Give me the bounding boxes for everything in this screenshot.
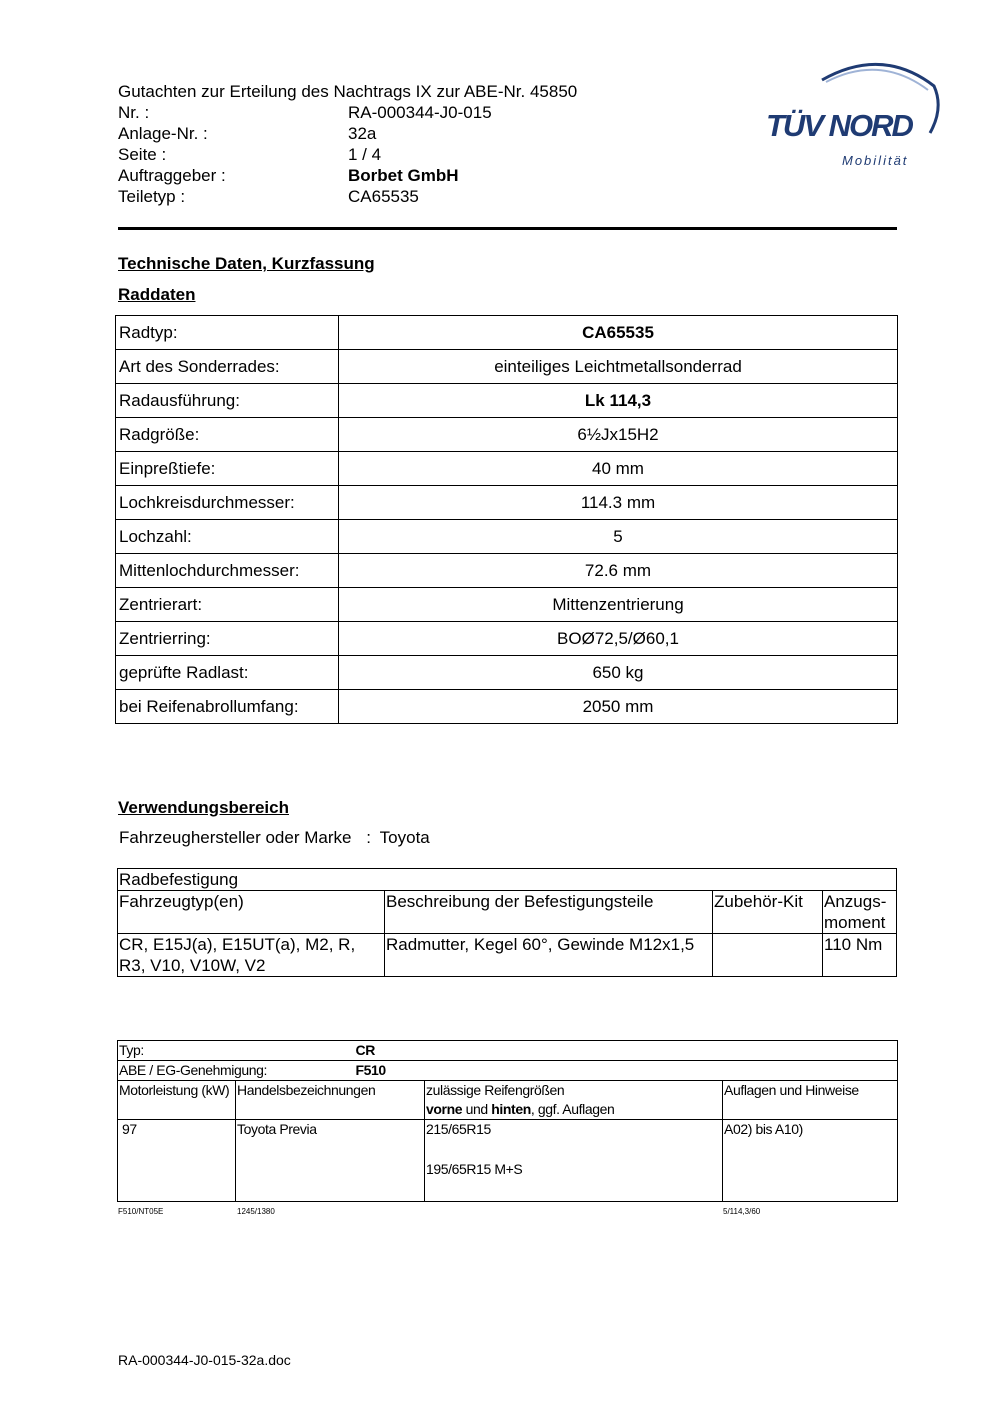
logo-sub: Mobilität [842, 153, 909, 168]
reifen-hinten: hinten [491, 1101, 531, 1117]
section-raddaten: Raddaten [118, 285, 196, 304]
label-cell: geprüfte Radlast: [116, 656, 339, 690]
cell-handel: Toyota Previa [236, 1120, 425, 1202]
reifen-1: 215/65R15 [426, 1121, 491, 1137]
header-label-seite: Seite : [118, 145, 167, 164]
header-divider [118, 227, 897, 230]
raddaten-table [115, 315, 898, 724]
table-title-row [118, 869, 897, 891]
value-cell: 2050 mm [339, 690, 898, 724]
label-cell: Radgröße: [116, 418, 339, 452]
hersteller-line [119, 828, 430, 848]
document-title: Gutachten zur Erteilung des Nachtrags IX zur ABE-Nr. 45850 [118, 82, 578, 101]
header-value-seite: 1 / 4 [348, 145, 382, 164]
label-cell: Radausführung: [116, 384, 339, 418]
label-cell: Mittenlochdurchmesser: [116, 554, 339, 588]
label-cell: Radtyp: [116, 316, 339, 350]
cell-zubehoer [713, 934, 823, 977]
header-label-anlage: Anlage-Nr. : [118, 124, 208, 143]
table-row [116, 486, 898, 520]
hersteller-value: Toyota [379, 828, 430, 847]
cell-beschreibung: Radmutter, Kegel 60°, Gewinde M12x1,5 [385, 934, 713, 977]
table-row [116, 520, 898, 554]
col-header-zubehoer: Zubehör-Kit [713, 891, 823, 934]
label-cell: Einpreßtiefe: [116, 452, 339, 486]
value-cell: 72.6 mm [339, 554, 898, 588]
table-row [116, 656, 898, 690]
section-technische-daten: Technische Daten, Kurzfassung [118, 254, 375, 273]
value-cell: 5 [339, 520, 898, 554]
code-1: F510/NT05E [118, 1207, 164, 1216]
radbefestigung-title: Radbefestigung [118, 869, 897, 891]
typ-row [118, 1041, 898, 1061]
radbefestigung-table [117, 868, 897, 977]
code-3: 5/114,3/60 [723, 1207, 761, 1216]
hersteller-label: Fahrzeughersteller oder Marke [119, 828, 352, 847]
abe-value: F510 [355, 1062, 386, 1078]
label-cell: bei Reifenabrollumfang: [116, 690, 339, 724]
typ-value: CR [355, 1042, 375, 1058]
table-header-row [118, 891, 897, 934]
value-cell: 114.3 mm [339, 486, 898, 520]
cell-anzugsmoment: 110 Nm [823, 934, 897, 977]
cell-auflagen: A02) bis A10) [723, 1120, 898, 1202]
table-row [116, 384, 898, 418]
col-header-auflagen: Auflagen und Hinweise [723, 1081, 898, 1120]
label-cell: Lochkreisdurchmesser: [116, 486, 339, 520]
header-label-nr: Nr. : [118, 103, 150, 122]
header-value-nr: RA-000344-J0-015 [348, 103, 492, 122]
col-header-reifen [425, 1081, 723, 1120]
header-label-teiletyp: Teiletyp : [118, 187, 186, 206]
abe-row [118, 1061, 898, 1081]
section-verwendungsbereich: Verwendungsbereich [118, 798, 289, 817]
value-cell: Mittenzentrierung [339, 588, 898, 622]
value-cell: einteiliges Leichtmetallsonderrad [339, 350, 898, 384]
table-row [116, 316, 898, 350]
col-header-fahrzeugtyp: Fahrzeugtyp(en) [118, 891, 385, 934]
reifen-auflagen: , ggf. Auflagen [530, 1101, 615, 1117]
reifen-und: und [462, 1101, 492, 1117]
label-cell: Art des Sonderrades: [116, 350, 339, 384]
label-cell: Zentrierart: [116, 588, 339, 622]
reifen-header-line2 [426, 1100, 721, 1119]
cell-reifen [425, 1120, 723, 1202]
value-cell: 650 kg [339, 656, 898, 690]
col-header-anzugsmoment: Anzugs-moment [823, 891, 897, 934]
table-row [118, 934, 897, 977]
col-header-beschreibung: Beschreibung der Befestigungsteile [385, 891, 713, 934]
header-value-auftraggeber: Borbet GmbH [348, 166, 459, 185]
reifen-vorne: vorne [426, 1101, 463, 1117]
table-row [116, 418, 898, 452]
label-cell: Lochzahl: [116, 520, 339, 554]
table-row [116, 350, 898, 384]
reifen-header-line1: zulässige Reifengrößen [426, 1082, 565, 1098]
table-row [116, 622, 898, 656]
reifen-2: 195/65R15 M+S [426, 1161, 523, 1177]
value-cell: BOØ72,5/Ø60,1 [339, 622, 898, 656]
table-row [116, 690, 898, 724]
cell-fahrzeugtyp: CR, E15J(a), E15UT(a), M2, R, R3, V10, V10W, V2 [118, 934, 385, 977]
col-header-handel: Handelsbezeichnungen [236, 1081, 425, 1120]
table-row [116, 452, 898, 486]
header-value-anlage: 32a [348, 124, 377, 143]
tuev-nord-logo [762, 58, 942, 173]
typ-label: Typ: [119, 1042, 144, 1058]
abe-label: ABE / EG-Genehmigung: [119, 1062, 268, 1078]
col-header-motor: Motorleistung (kW) [118, 1081, 236, 1120]
table-row [116, 554, 898, 588]
header-value-teiletyp: CA65535 [348, 187, 419, 206]
cell-motor: 97 [118, 1120, 236, 1202]
code-2: 1245/1380 [237, 1207, 275, 1216]
table-header-row [118, 1081, 898, 1120]
value-cell: 40 mm [339, 452, 898, 486]
footer-filename: RA-000344-J0-015-32a.doc [118, 1352, 291, 1368]
header-label-auftraggeber: Auftraggeber : [118, 166, 226, 185]
logo-brand: TÜV NORD [766, 108, 912, 143]
label-cell: Zentrierring: [116, 622, 339, 656]
table-row [116, 588, 898, 622]
hersteller-sep: : [366, 828, 371, 847]
value-cell: CA65535 [339, 316, 898, 350]
value-cell: Lk 114,3 [339, 384, 898, 418]
value-cell: 6½Jx15H2 [339, 418, 898, 452]
typ-table [117, 1040, 898, 1202]
table-row [118, 1120, 898, 1202]
